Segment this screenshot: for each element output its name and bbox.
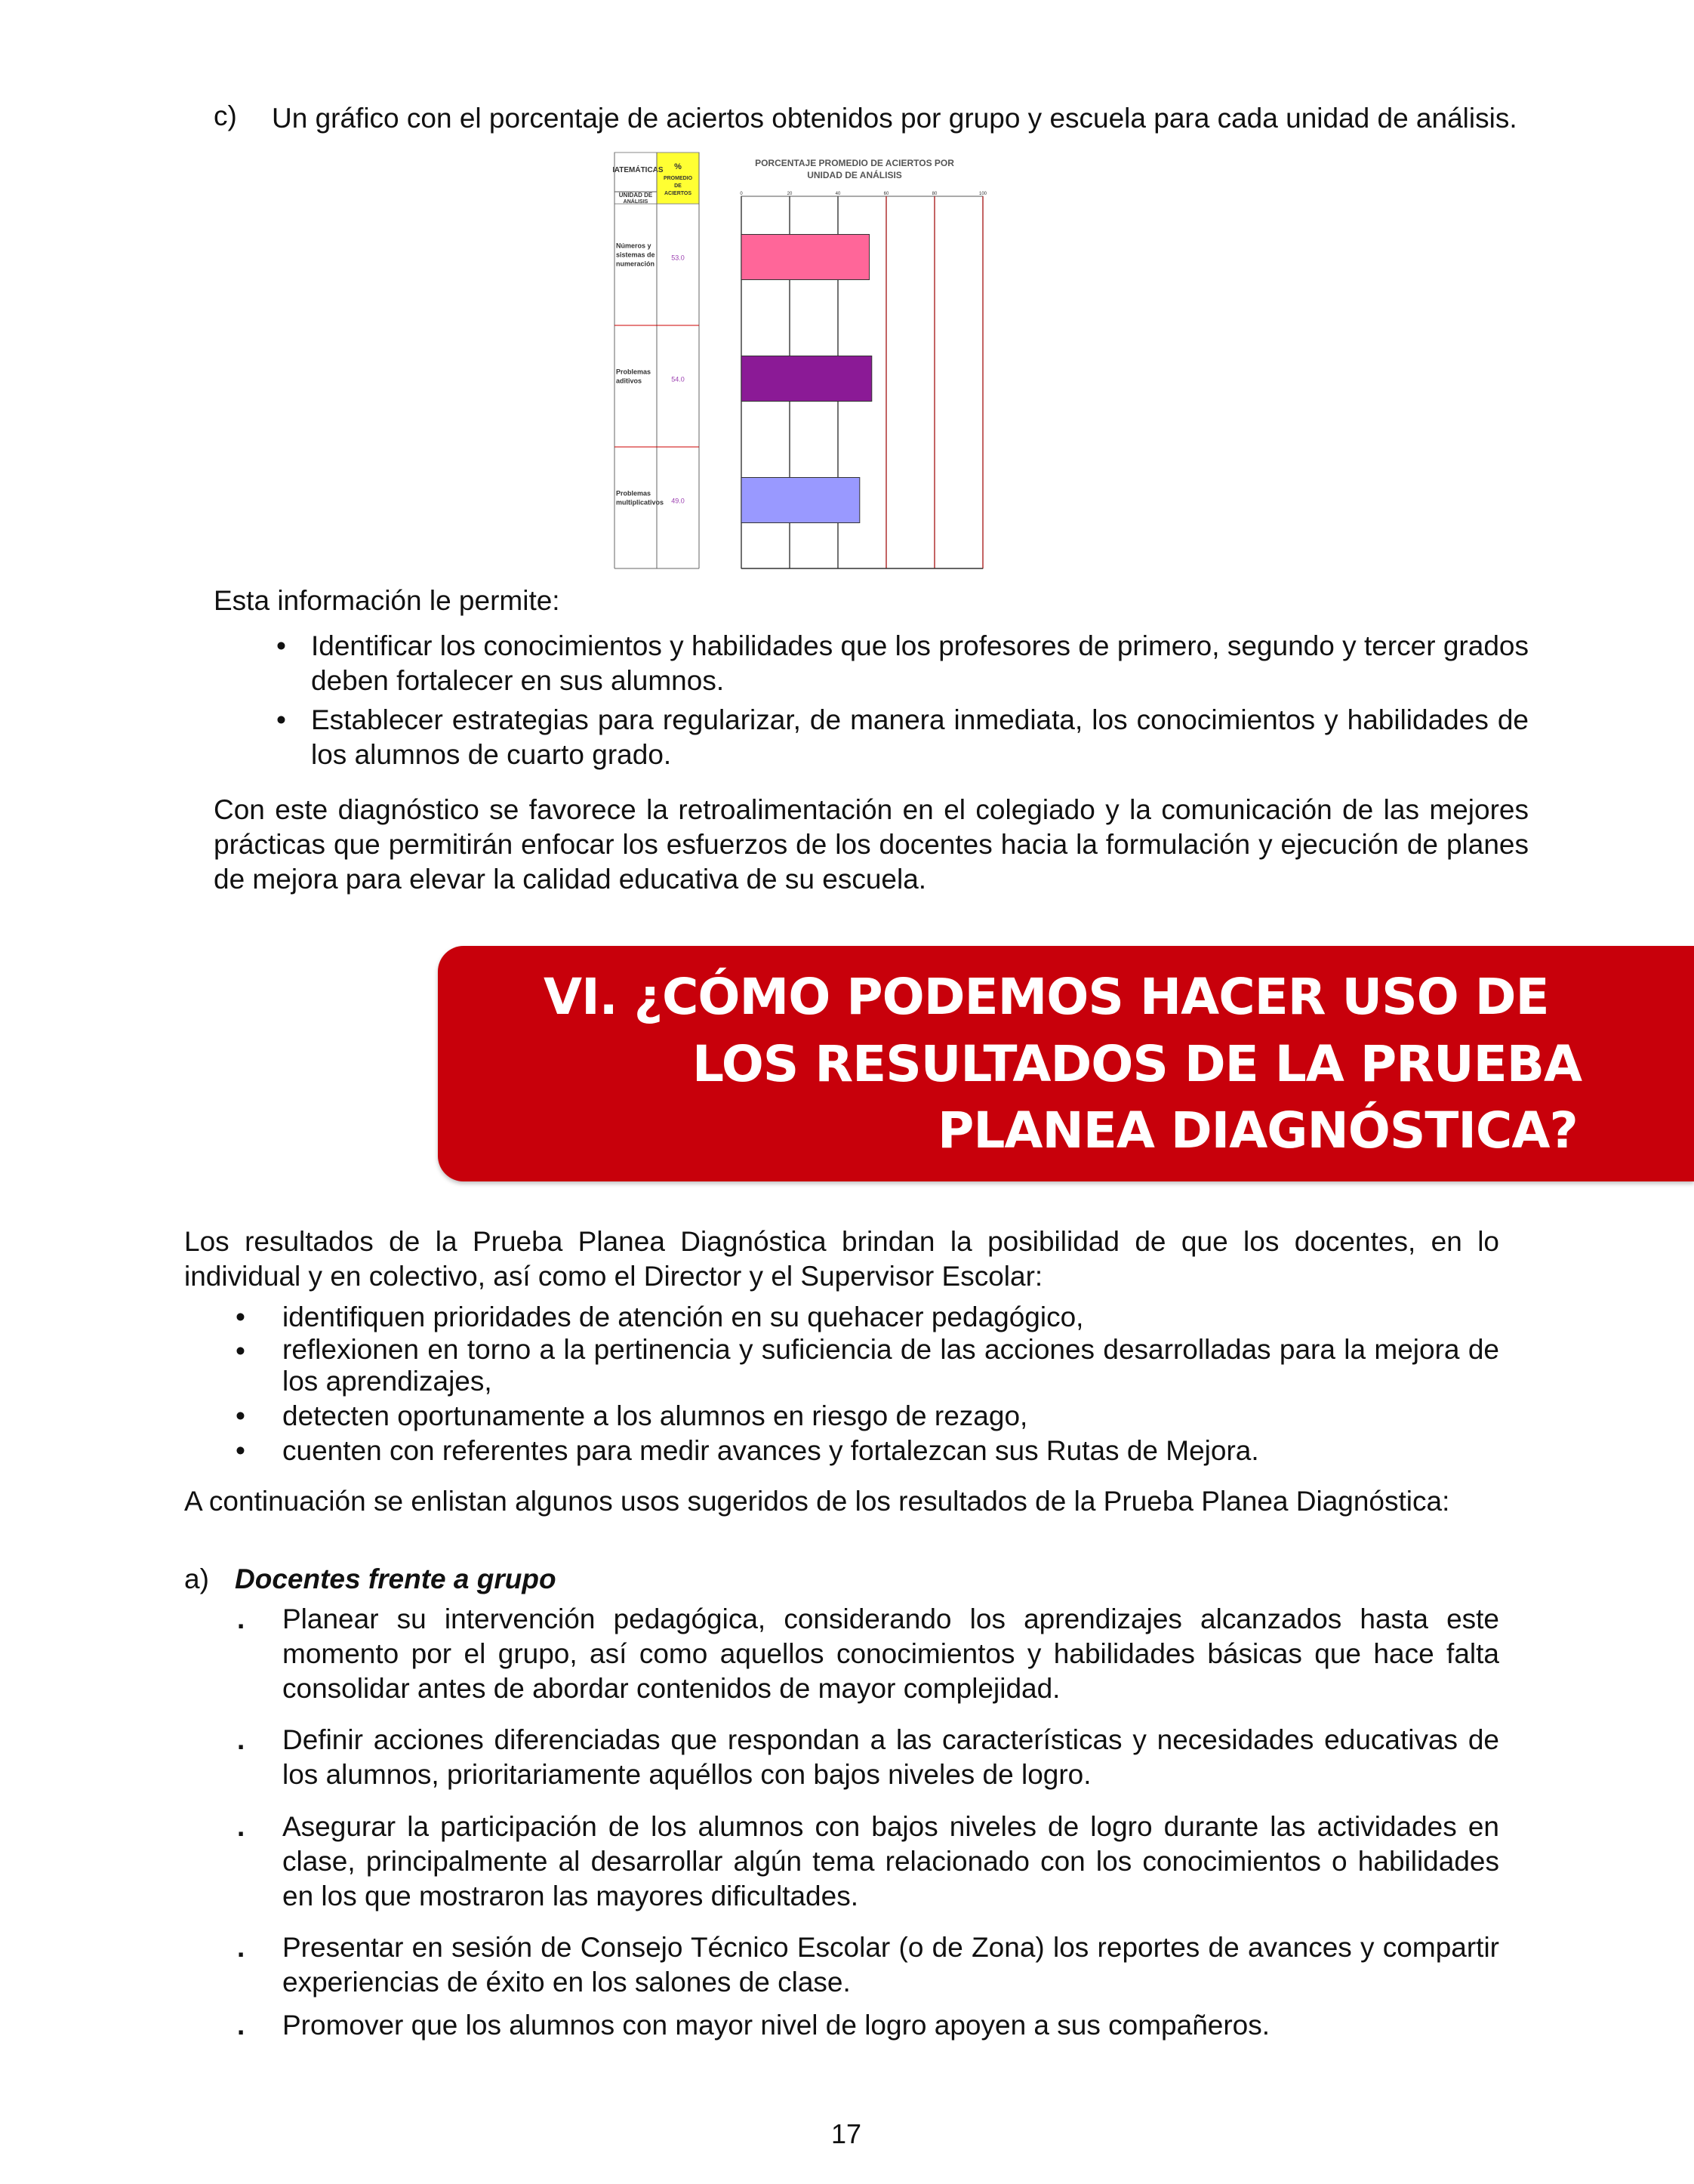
header-percent-3: ACIERTOS [664,191,692,196]
teachers-item-dot-2: . [237,1724,245,1755]
teachers-item-4: Presentar en sesión de Consejo Técnico Escolar (o de Zona) los reportes de avances y compartir experiencias de éxito en los salones de clase. [282,1932,1499,1998]
chart-svg [613,149,990,572]
teachers-item-1: Planear su intervención pedagógica, considerando los aprendizajes alcanzados hasta este momento por el grupo, así como aquellos conocimientos y habilidades básicas que hace falta consolidar antes de abordar contenidos de mayor complejidad. [282,1603,1499,1704]
header-percent-2: DE [674,183,682,189]
x-tick-40: 40 [835,192,841,196]
teachers-item-dot-1: . [237,1603,245,1634]
bar-2 [741,478,860,523]
results-bullet-dot-2: • [236,1335,245,1366]
x-tick-100: 100 [978,192,987,196]
category-label-2-0: Problemas [616,489,651,497]
teachers-item-dot-4: . [237,1932,245,1963]
teachers-item-dot-3: . [237,1811,245,1842]
uses-intro: A continuación se enlistan algunos usos sugeridos de los resultados de la Prueba Planea Diagnóstica: [184,1486,1450,1517]
teachers-item-2: Definir acciones diferenciadas que respondan a las características y necesidades educativas de los alumnos, prioritariamente aquéllos con bajos niveles de logro. [282,1724,1499,1790]
header-unit-2: ANÁLISIS [623,199,648,205]
header-percent-symbol: % [674,162,682,171]
section-c-text: Un gráfico con el porcentaje de aciertos obtenidos por grupo y escuela para cada unidad de análisis. [272,103,1517,134]
teachers-heading: Docentes frente a grupo [235,1563,556,1594]
header-subject: MATEMÁTICAS [613,166,664,174]
banner-line-1: VI. ¿CÓMO PODEMOS HACER USO DE [544,968,1549,1026]
category-label-0-1: sistemas de [616,251,655,259]
section-c-marker: c) [214,100,237,131]
results-bullet-2: reflexionen en torno a la pertinencia y suficiencia de las acciones desarrolladas para la mejora de los aprendizajes, [282,1334,1499,1397]
results-bullet-4: cuenten con referentes para medir avances y fortalezcan sus Rutas de Mejora. [282,1435,1259,1466]
info-bullet-dot-2: • [276,704,286,735]
x-tick-80: 80 [932,192,938,196]
results-bullet-dot-3: • [236,1400,245,1431]
percent-correct-chart [613,149,990,572]
teachers-item-5: Promover que los alumnos con mayor nivel de logro apoyen a sus compañeros. [282,2010,1270,2041]
x-tick-20: 20 [787,192,793,196]
info-bullet-2: Establecer estrategias para regularizar, de manera inmediata, los conocimientos y habilidades de los alumnos de cuarto grado. [311,704,1529,770]
category-label-0-0: Números y [616,242,651,250]
teachers-marker: a) [184,1563,209,1594]
results-bullet-1: identifiquen prioridades de atención en su quehacer pedagógico, [282,1301,1084,1332]
category-label-1-0: Problemas [616,368,651,376]
category-label-2-1: multiplicativos [616,498,664,507]
header-percent-1: PROMEDIO [663,176,693,181]
results-intro: Los resultados de la Prueba Planea Diagnóstica brindan la posibilidad de que los docentes, en lo individual y en colectivo, así como el Director y el Supervisor Escolar: [184,1226,1499,1292]
value-label-1: 54.0 [671,375,685,384]
chart-title-line2: UNIDAD DE ANÁLISIS [807,170,902,180]
results-bullet-dot-4: • [236,1435,245,1466]
value-label-2: 49.0 [671,497,685,505]
x-tick-0: 0 [740,192,743,196]
bar-0 [741,235,870,280]
banner-line-2: LOS RESULTADOS DE LA PRUEBA [692,1035,1582,1093]
results-bullet-dot-1: • [236,1301,245,1332]
teachers-item-dot-5: . [237,2010,245,2041]
bar-1 [741,356,872,402]
info-bullet-dot-1: • [276,630,286,661]
x-tick-60: 60 [883,192,889,196]
info-intro: Esta información le permite: [214,585,560,616]
teachers-item-3: Asegurar la participación de los alumnos con bajos niveles de logro durante las actividades en clase, principalmente al desarrollar algún tema relacionado con los conocimientos o habilidades en los que mostraron las mayores dificultades. [282,1811,1499,1911]
value-label-0: 53.0 [671,254,685,262]
category-label-0-2: numeración [616,260,655,268]
info-bullet-1: Identificar los conocimientos y habilidades que los profesores de primero, segundo y tercer grados deben fortalecer en sus alumnos. [311,630,1529,696]
results-bullet-3: detecten oportunamente a los alumnos en riesgo de rezago, [282,1400,1028,1431]
chart-title-line1: PORCENTAJE PROMEDIO DE ACIERTOS POR [755,158,954,168]
header-unit-1: UNIDAD DE [618,192,653,199]
info-conclusion: Con este diagnóstico se favorece la retroalimentación en el colegiado y la comunicación de las mejores prácticas que permitirán enfocar los esfuerzos de los docentes hacia la formulación y ejecución de planes de mejora para elevar la calidad educativa de su escuela. [214,794,1529,895]
banner-line-3: PLANEA DIAGNÓSTICA? [938,1101,1578,1160]
page-number: 17 [831,2118,862,2149]
section-banner [438,946,1694,1181]
category-label-1-1: aditivos [616,377,642,385]
